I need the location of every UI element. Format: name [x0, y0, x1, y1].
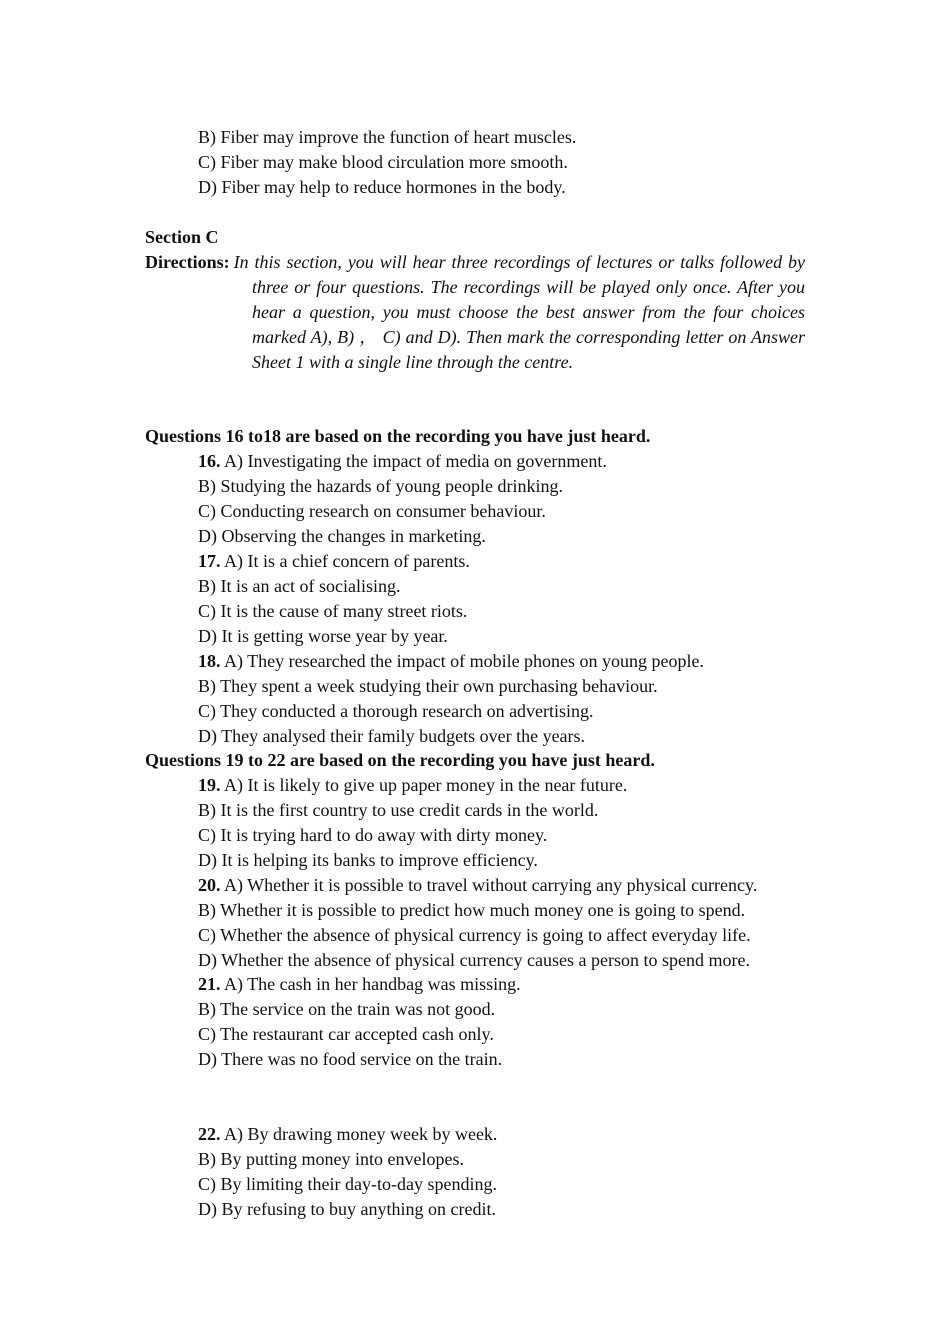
- option-a: A) By drawing money week by week.: [220, 1124, 498, 1144]
- directions-label: Directions:: [145, 252, 230, 272]
- option-d: D) Observing the changes in marketing.: [198, 526, 486, 546]
- option-b: B) The service on the train was not good.: [198, 999, 496, 1019]
- option-b: B) They spent a week studying their own purchasing behaviour.: [198, 676, 658, 696]
- question-number: 22.: [198, 1124, 221, 1144]
- question-18: [198, 649, 704, 674]
- question-number: 21.: [198, 974, 221, 994]
- option-d: D) It is getting worse year by year.: [198, 626, 448, 646]
- option-text: D) Fiber may help to reduce hormones in the body.: [198, 177, 566, 197]
- question-number: 16.: [198, 451, 221, 471]
- option-a: A) They researched the impact of mobile phones on young people.: [220, 651, 705, 671]
- option-a: A) It is likely to give up paper money in the near future.: [220, 775, 628, 795]
- option-c: C) The restaurant car accepted cash only.: [198, 1024, 494, 1044]
- option-d: D) Whether the absence of physical currency causes a person to spend more.: [198, 950, 750, 970]
- question-group-heading: Questions 16 to18 are based on the recording you have just heard.: [145, 426, 651, 446]
- option-c: C) It is trying hard to do away with dirty money.: [198, 825, 548, 845]
- option-b: B) Whether it is possible to predict how much money one is going to spend.: [198, 900, 746, 920]
- option-text: C) Fiber may make blood circulation more smooth.: [198, 152, 568, 172]
- option-c: C) They conducted a thorough research on advertising.: [198, 701, 594, 721]
- option-d: D) There was no food service on the train.: [198, 1049, 503, 1069]
- option-b: B) By putting money into envelopes.: [198, 1149, 464, 1169]
- question-number: 19.: [198, 775, 221, 795]
- question-group-heading: Questions 19 to 22 are based on the recording you have just heard.: [145, 750, 655, 770]
- option-c: C) It is the cause of many street riots.: [198, 601, 468, 621]
- question-number: 17.: [198, 551, 221, 571]
- option-d: D) By refusing to buy anything on credit.: [198, 1199, 496, 1219]
- directions-text: In this section, you will hear three recordings of lectures or talks followed by three or four questions. The recordings will be played only once. After you hear a question, you must choose the best answer from the four choices marked A), B) ， C) and D). Then mark the corresponding letter on Answer Sheet 1 with a single line through the centre.: [233, 252, 805, 372]
- option-d: D) It is helping its banks to improve efficiency.: [198, 850, 538, 870]
- question-number: 20.: [198, 875, 221, 895]
- question-17: [198, 549, 470, 574]
- question-16: [198, 449, 607, 474]
- question-20: [198, 873, 757, 898]
- option-a: A) The cash in her handbag was missing.: [220, 974, 521, 994]
- question-22: [198, 1122, 497, 1147]
- option-b: B) Studying the hazards of young people drinking.: [198, 476, 563, 496]
- option-a: A) Investigating the impact of media on government.: [220, 451, 607, 471]
- option-b: B) It is the first country to use credit cards in the world.: [198, 800, 599, 820]
- question-21: [198, 972, 521, 997]
- section-title: Section C: [145, 227, 219, 247]
- option-b: B) It is an act of socialising.: [198, 576, 401, 596]
- question-19: [198, 773, 627, 798]
- option-text: B) Fiber may improve the function of heart muscles.: [198, 127, 577, 147]
- option-c: C) Whether the absence of physical currency is going to affect everyday life.: [198, 925, 751, 945]
- option-d: D) They analysed their family budgets over the years.: [198, 726, 586, 746]
- question-number: 18.: [198, 651, 221, 671]
- option-c: C) By limiting their day-to-day spending.: [198, 1174, 497, 1194]
- option-a: A) It is a chief concern of parents.: [220, 551, 470, 571]
- option-c: C) Conducting research on consumer behaviour.: [198, 501, 546, 521]
- option-a: A) Whether it is possible to travel without carrying any physical currency.: [220, 875, 758, 895]
